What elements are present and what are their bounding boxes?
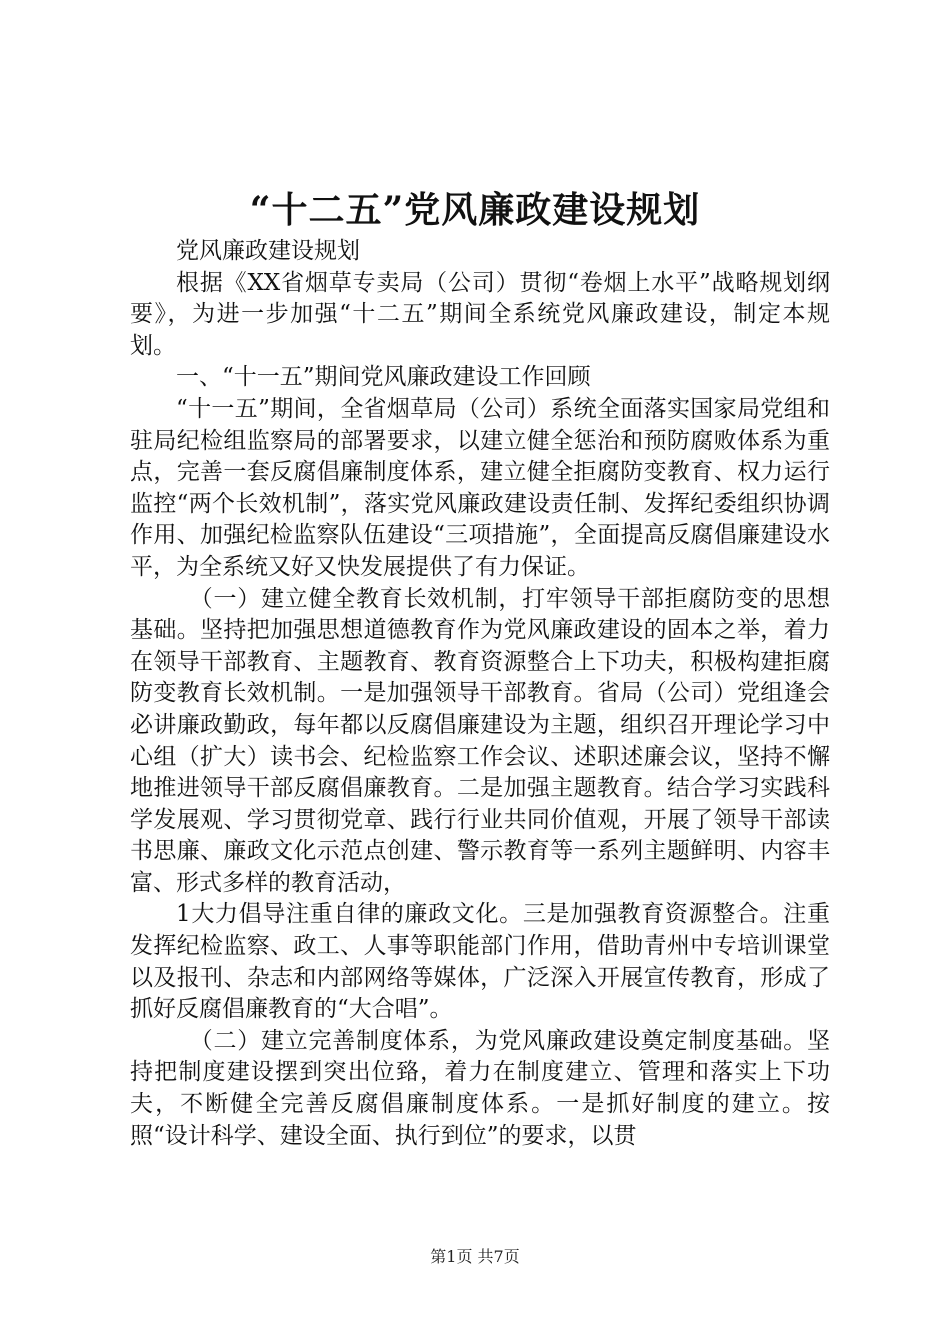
paragraph-system-building: （二）建立完善制度体系，为党风廉政建设奠定制度基础。坚持把制度建设摆到突出位臵，着力在制度建立、管理和落实上下功夫，不断健全完善反腐倡廉制度体系。一是抓好制度的建立。按照“设计科学、建设全面、执行到位”的要求，以贯 [130,1027,830,1149]
paragraph-education-mechanism: （一）建立健全教育长效机制，打牢领导干部拒腐防变的思想基础。坚持把加强思想道德教育作为党风廉政建设的固本之举，着力在领导干部教育、主题教育、教育资源整合上下功夫，积极构建拒腐防变教育长效机制。一是加强领导干部教育。省局（公司）党组逢会必讲廉政勤政，每年都以反腐倡廉建设为主题，组织召开理论学习中心组（扩大）读书会、纪检监察工作会议、述职述廉会议，坚持不懈地推进领导干部反腐倡廉教育。二是加强主题教育。结合学习实践科学发展观、学习贯彻党章、践行行业共同价值观，开展了领导干部读书思廉、廉政文化示范点创建、警示教育等一系列主题鲜明、内容丰富、形式多样的教育活动， [130,585,830,896]
paragraph-intro: 根据《XX省烟草专卖局（公司）贯彻“卷烟上水平”战略规划纲要》，为进一步加强“十二五”期间全系统党风廉政建设，制定本规划。 [130,269,830,359]
paragraph-review-summary: “十一五”期间，全省烟草局（公司）系统全面落实国家局党组和驻局纪检组监察局的部署要求，以建立健全惩治和预防腐败体系为重点，完善一套反腐倡廉制度体系，建立健全拒腐防变教育、权力运行监控“两个长效机制”，落实党风廉政建设责任制、发挥纪委组织协调作用、加强纪检监察队伍建设“三项措施”，全面提高反腐倡廉建设水平，为全系统又好又快发展提供了有力保证。 [130,395,830,580]
document-title: “十二五”党风廉政建设规划 [249,189,701,231]
paragraph-subtitle: 党风廉政建设规划 [176,238,360,264]
section-heading-review: 一、“十一五”期间党风廉政建设工作回顾 [176,364,591,391]
document-body [130,236,830,1152]
paragraph-education-resources: 1大力倡导注重自律的廉政文化。三是加强教育资源整合。注重发挥纪检监察、政工、人事等职能部门作用，借助青州中专培训课堂以及报刊、杂志和内部网络等媒体，广泛深入开展宣传教育，形成了抓好反腐倡廉教育的“大合唱”。 [130,901,830,1023]
page-number-footer: 第1页 共7页 [430,1247,520,1266]
